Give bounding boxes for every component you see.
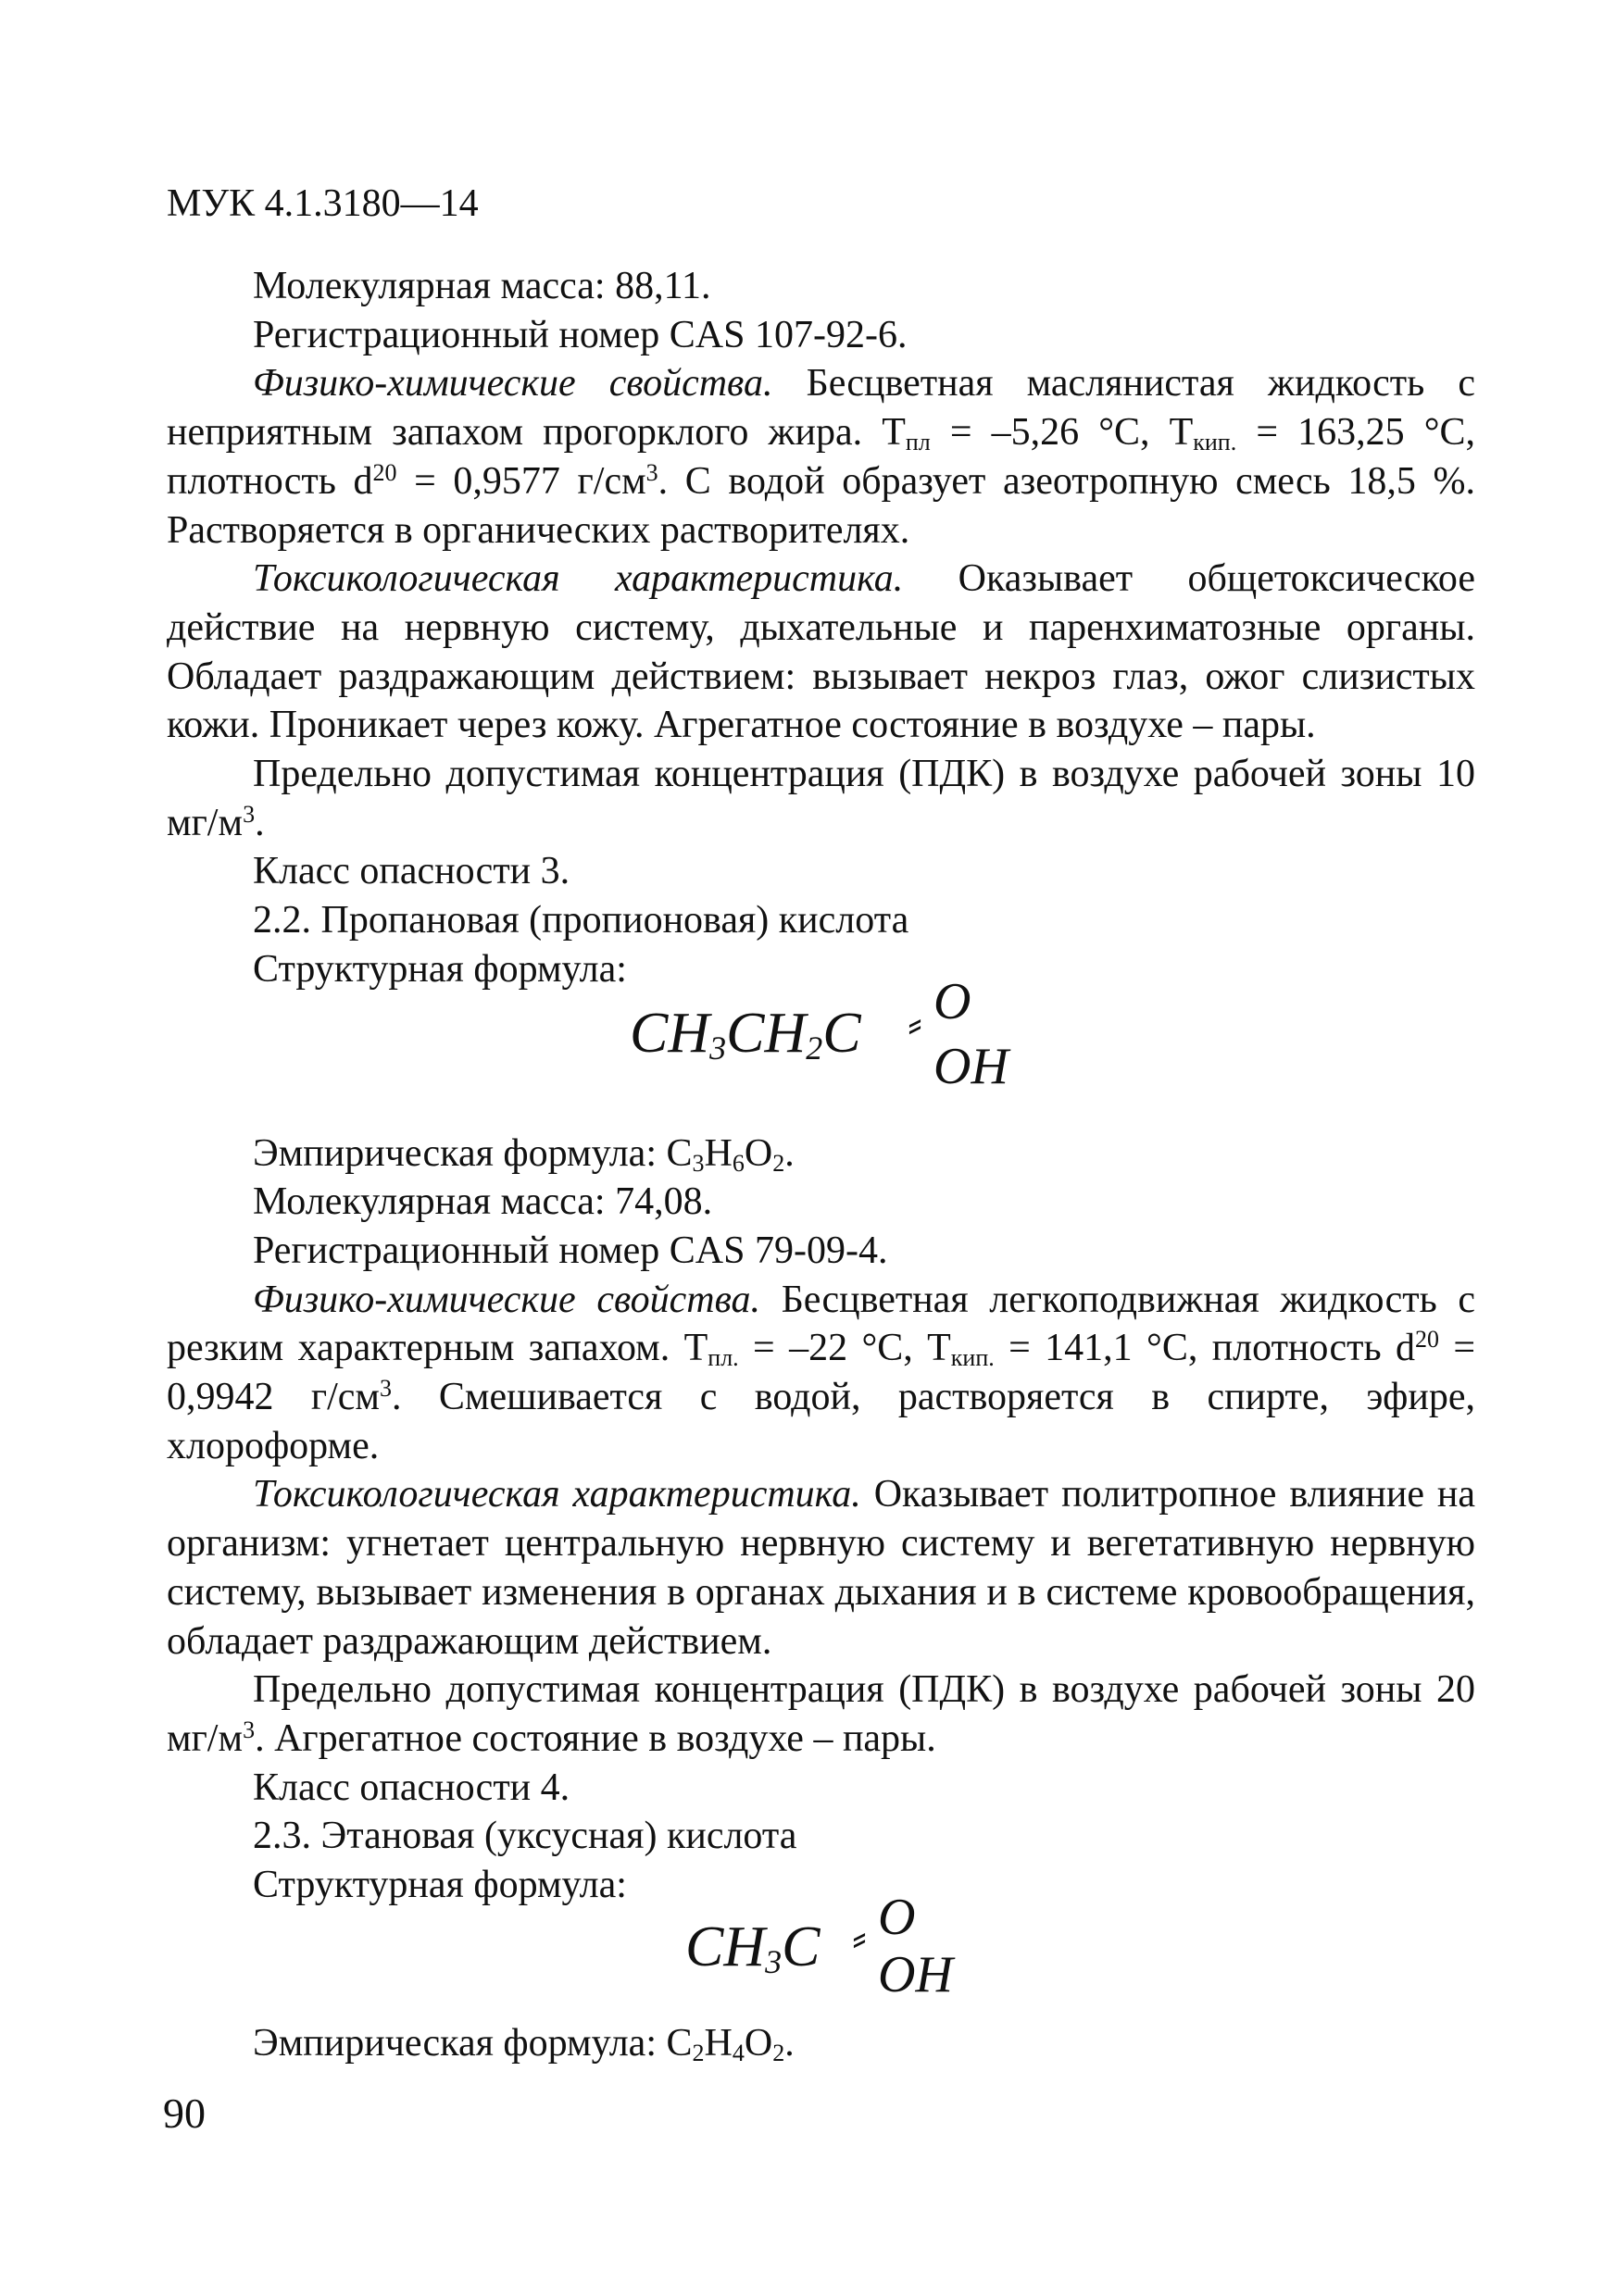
s3-formula-ch: CH — [685, 1915, 766, 1978]
s2-tox-title: Токсикологическая характеристика. — [253, 1473, 861, 1516]
s2-physchem-text-c: = 141,1 °С, плотность d — [994, 1327, 1415, 1370]
s1-pdk-paragraph — [167, 750, 1475, 847]
s3-emp-d: . — [784, 2021, 795, 2065]
s3-emp-sub1: 2 — [692, 2039, 705, 2066]
s1-pdk-sup: 3 — [243, 800, 256, 828]
s2-mol-mass: Молекулярная масса: 74,08. — [253, 1180, 713, 1224]
s1-physchem-sub2: кип. — [1193, 429, 1237, 456]
document-header: МУК 4.1.3180—14 — [167, 182, 479, 225]
s3-emp-a: Эмпирическая формула: C — [253, 2021, 693, 2065]
s3-emp-sub3: 2 — [772, 2039, 785, 2066]
s1-physchem-text-d: = 0,9577 г/см — [396, 459, 646, 503]
s2-hazard-class: Класс опасности 4. — [253, 1766, 570, 1809]
s2-formula-oxygen: O — [933, 972, 971, 1030]
s2-physchem-title: Физико-химические свойства. — [253, 1278, 761, 1321]
s1-physchem-sup2: 3 — [645, 458, 658, 486]
s2-physchem-sub2: кип. — [950, 1344, 995, 1372]
s2-physchem-sup2: 3 — [380, 1375, 393, 1403]
s2-structural-formula — [167, 972, 1475, 1129]
s2-emp-a: Эмпирическая формула: C — [253, 1131, 693, 1175]
s2-formula-sub1: 3 — [709, 1029, 727, 1067]
s3-struct-label: Структурная формула: — [253, 1864, 627, 1907]
s1-physchem-text-a: Бесцветная маслянистая жидкость с неприятным запахом прогорклого жира. Т — [167, 362, 1475, 455]
s2-formula-ch-b: CH — [726, 1001, 807, 1065]
s2-pdk-text-a: Предельно допустимая концентрация (ПДК) в воздухе рабочей зоны 20 мг/м — [167, 1668, 1475, 1760]
s2-physchem-paragraph — [167, 1276, 1475, 1471]
s3-formula-sub1: 3 — [765, 1942, 783, 1980]
s2-physchem-text-d: = 0,9942 г/см — [167, 1327, 1476, 1419]
s1-pdk-text-a: Предельно допустимая концентрация (ПДК) в воздухе рабочей зоны 10 мг/м — [167, 753, 1475, 844]
s1-physchem-title: Физико-химические свойства. — [253, 362, 773, 406]
s1-physchem-text-b: = –5,26 °С, Т — [930, 411, 1194, 455]
s2-cas-number: Регистрационный номер CAS 79-09-4. — [253, 1229, 888, 1272]
s1-tox-text: Оказывает общетоксическое действие на нервную систему, дыхательные и паренхиматозные органы. Обладает раздражающим действием: вызывает некроз глаз, ожог слизистых кожи. Проникает через кожу. Агрегатное состояние в воздухе – пары. — [167, 557, 1475, 747]
s1-tox-title: Токсикологическая характеристика. — [253, 557, 904, 601]
s2-emp-d: . — [784, 1131, 795, 1175]
s2-physchem-text-e: . Смешивается с водой, растворяется в спирте, эфире, хлороформе. — [167, 1376, 1475, 1467]
s3-emp-sub2: 4 — [732, 2039, 745, 2066]
s2-emp-sub3: 2 — [772, 1149, 785, 1177]
s1-cas-number: Регистрационный номер CAS 107-92-6. — [253, 313, 908, 356]
s2-heading: 2.2. Пропановая (пропионовая) кислота — [253, 899, 909, 942]
s2-physchem-sup: 20 — [1414, 1326, 1439, 1354]
s1-physchem-text-c: = 163,25 °С, плотность d — [167, 411, 1475, 503]
document-body — [167, 262, 1475, 2068]
s2-pdk-sup: 3 — [243, 1716, 256, 1743]
s3-formula-chain — [685, 1915, 821, 1987]
s1-physchem-text-e: . С водой образует азеотропную смесь 18,5 %. Растворяется в органических растворителях. — [167, 459, 1475, 552]
s2-emp-c: O — [744, 1131, 773, 1175]
s1-physchem-paragraph — [167, 359, 1475, 555]
s2-formula-hydroxyl: OH — [933, 1037, 1008, 1095]
s3-formula-hydroxyl: OH — [878, 1945, 953, 2003]
s3-heading: 2.3. Этановая (уксусная) кислота — [253, 1815, 797, 1858]
s1-pdk-text-b: . — [255, 801, 265, 844]
s3-emp-c: O — [744, 2021, 773, 2065]
s2-physchem-sub1: пл. — [708, 1344, 739, 1372]
s2-pdk-text-b: . Агрегатное состояние в воздухе – пары. — [255, 1716, 936, 1760]
s1-tox-paragraph — [167, 555, 1475, 750]
s1-physchem-sup: 20 — [372, 458, 397, 486]
s2-formula-chain — [630, 1001, 861, 1073]
s2-tox-text: Оказывает политропное влияние на организм: угнетает центральную нервную систему и вегетативную нервную систему, вызывает изменения в органах дыхания и в системе кровообращения, обладает раздражающим действием. — [167, 1473, 1476, 1663]
s3-structural-formula — [167, 1888, 1475, 2019]
s2-emp-sub2: 6 — [732, 1149, 745, 1177]
s2-tox-paragraph — [167, 1470, 1475, 1666]
s2-formula-carbon: C — [822, 1001, 861, 1065]
s2-formula-sub2: 2 — [806, 1029, 823, 1067]
s2-pdk-paragraph — [167, 1666, 1475, 1763]
double-bond-icon: ⸗ — [908, 998, 922, 1048]
s2-struct-label: Структурная формула: — [253, 947, 627, 991]
s1-hazard-class: Класс опасности 3. — [253, 850, 570, 893]
s3-empirical-formula — [167, 2019, 1475, 2068]
s1-physchem-sub1: пл — [905, 429, 931, 456]
s1-mol-mass: Молекулярная масса: 88,11. — [253, 265, 711, 307]
s3-emp-b: H — [704, 2021, 733, 2065]
double-bond-icon: ⸗ — [852, 1912, 867, 1962]
s2-physchem-text-a: Бесцветная легкоподвижная жидкость с резким характерным запахом. Т — [167, 1278, 1475, 1370]
s2-emp-sub1: 3 — [692, 1149, 705, 1177]
s2-empirical-formula — [167, 1129, 1475, 1179]
s2-formula-ch-a: CH — [630, 1001, 710, 1065]
s2-emp-b: H — [704, 1131, 733, 1175]
s2-physchem-text-b: = –22 °С, Т — [738, 1327, 951, 1370]
s3-formula-oxygen: O — [878, 1888, 916, 1946]
page-number: 90 — [163, 2090, 206, 2137]
s3-formula-carbon: C — [782, 1915, 821, 1978]
